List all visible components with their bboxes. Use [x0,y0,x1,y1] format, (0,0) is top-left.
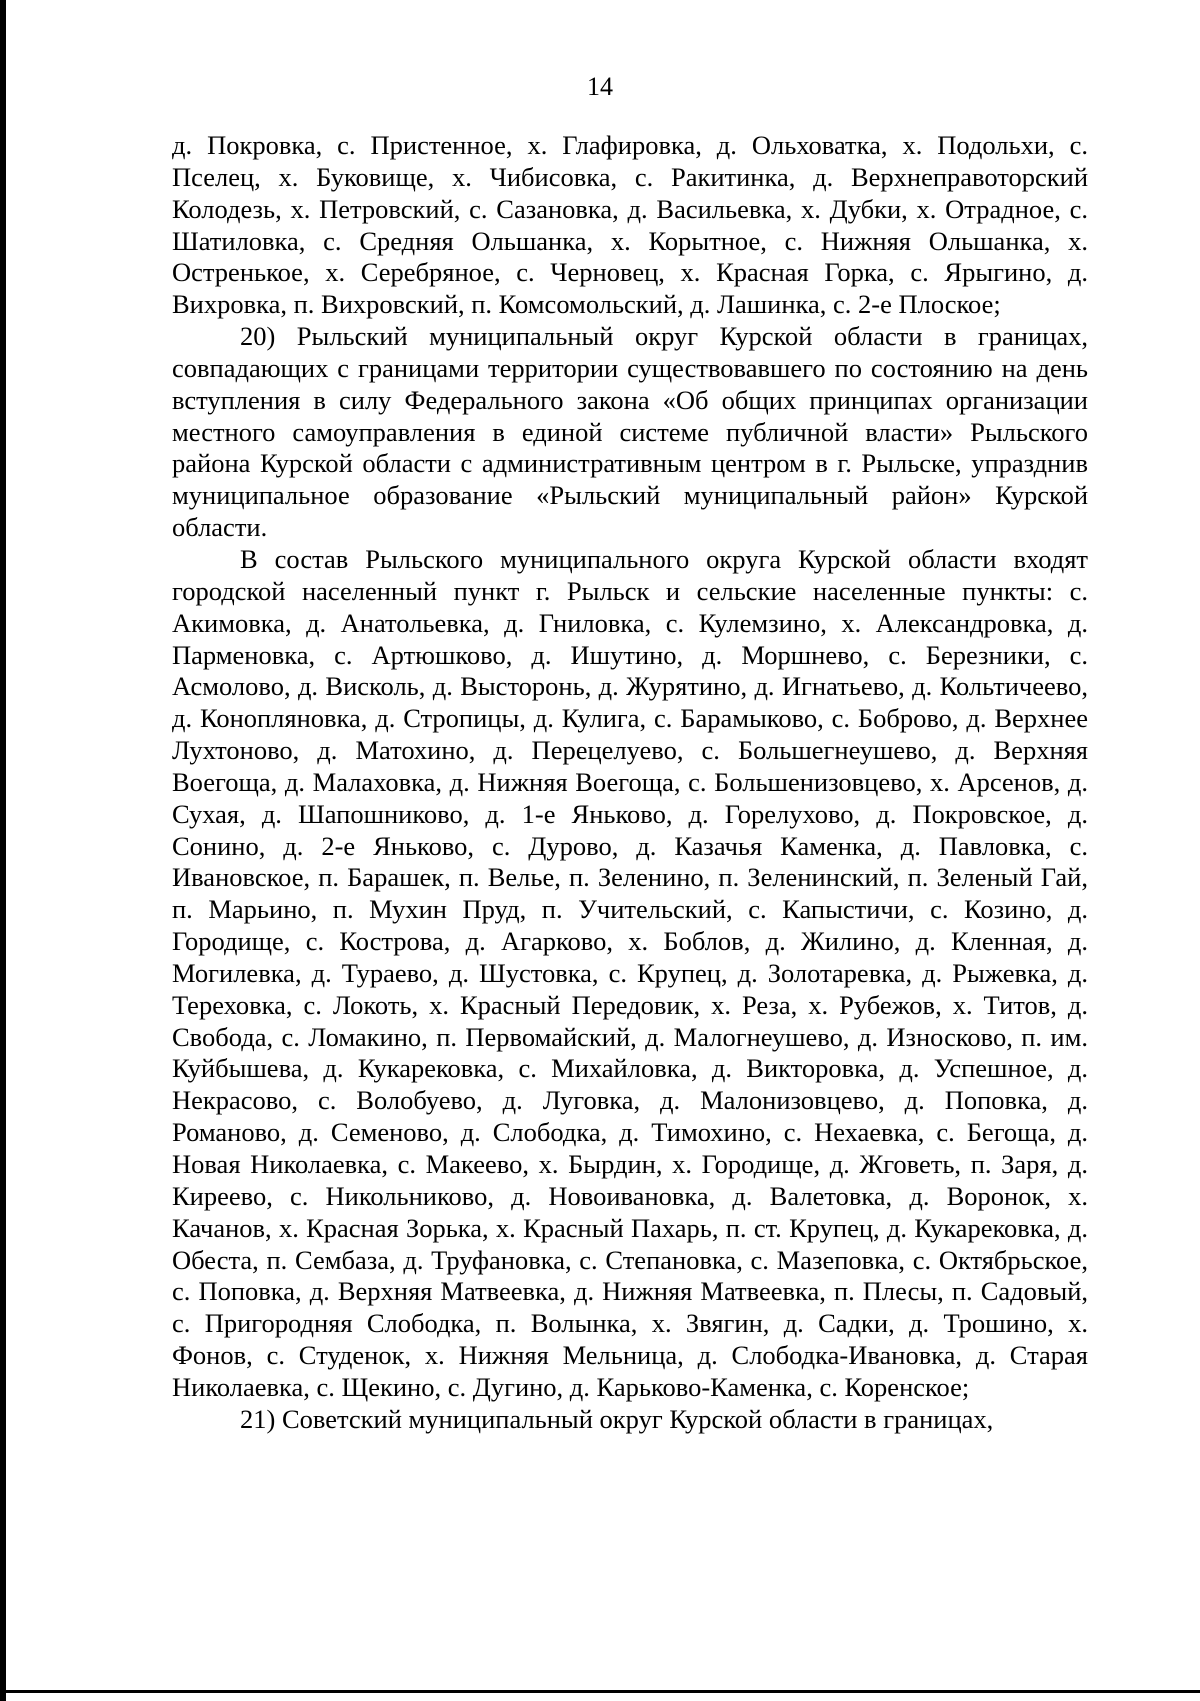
page-number: 14 [587,72,613,101]
paragraph-rylsk-settlements: В состав Рыльского муниципального округа Курской области входят городской населенный пункт г. Рыльск и сельские населенные пункты: с. Акимовка, д. Анатольевка, д. Гниловка, с. Кулемзино, х. Александровка, д. Парменовка, с. Артюшково, д. Ишутино, д. Моршнево, с. Березники, с. Асмолово, д. Висколь, д. Высторонь, д. Журятино, д. Игнатьево, д. Кольтичеево, д. Конопляновка, д. Стропицы, д. Кулига, с. Барамыково, с. Боброво, д. Верхнее Лухтоново, д. Матохино, д. Перецелуево, с. Большегнеушево, д. Верхняя Воегоща, д. Малаховка, д. Нижняя Воегоща, с. Большенизовцево, х. Арсенов, д. Сухая, д. Шапошниково, д. 1-е Яньково, д. Горелухово, д. Покровское, д. Сонино, д. 2-е Яньково, с. Дурово, д. Казачья Каменка, д. Павловка, с. Ивановское, п. Барашек, п. Велье, п. Зеленино, п. Зеленинский, п. Зеленый Гай, п. Марьино, п. Мухин Пруд, п. Учительский, с. Капыстичи, с. Козино, д. Городище, с. Кострова, д. Агарково, х. Боблов, д. Жилино, д. Кленная, д. Могилевка, д. Тураево, д. Шустовка, с. Крупец, д. Золотаревка, д. Рыжевка, д. Тереховка, с. Локоть, х. Красный Передовик, х. Реза, х. Рубежов, х. Титов, д. Свобода, с. Ломакино, п. Первомайский, д. Малогнеушево, д. Износково, п. им. Куйбышева, д. Кукарековка, с. Михайловка, д. Викторовка, д. Успешное, д. Некрасово, с. Волобуево, д. Луговка, д. Малонизовцево, д. Поповка, д. Романово, д. Семеново, д. Слободка, д. Тимохино, с. Нехаевка, с. Бегоща, д. Новая Николаевка, с. Макеево, х. Бырдин, х. Городище, д. Жговеть, п. Заря, д. Киреево, с. Никольниково, д. Новоивановка, д. Валетовка, д. Воронок, х. Качанов, х. Красная Зорька, х. Красный Пахарь, п. ст. Крупец, д. Кукарековка, д. Обеста, п. Сембаза, д. Труфановка, с. Степановка, с. Мазеповка, с. Октябрьское, с. Поповка, д. Верхняя Матвеевка, д. Нижняя Матвеевка, п. Плесы, п. Садовый, с. Пригородняя Слободка, п. Волынка, х. Звягин, д. Садки, д. Трошино, х. Фонов, с. Студенок, х. Нижняя Мельница, д. Слободка-Ивановка, д. Старая Николаевка, с. Щекино, с. Дугино, д. Карьково-Каменка, с. Коренское; [172,543,1088,1402]
scan-border-bottom [0,1690,1200,1693]
paragraph-item-21: 21) Советский муниципальный округ Курской области в границах, [240,1403,994,1434]
paragraph-settlements-continued: д. Покровка, с. Пристенное, х. Глафировка, д. Ольховатка, х. Подольхи, с. Пселец, х. Буковище, х. Чибисовка, с. Ракитинка, д. Верхнеправоторский Колодезь, х. Петровский, с. Сазановка, д. Васильевка, х. Дубки, х. Отрадное, с. Шатиловка, с. Средняя Ольшанка, х. Корытное, с. Нижняя Ольшанка, х. Остренькое, х. Серебряное, с. Черновец, х. Красная Горка, с. Ярыгино, д. Вихровка, п. Вихровский, п. Комсомольский, д. Лашинка, с. 2-е Плоское; [172,130,1088,320]
paragraph-item-20: 20) Рыльский муниципальный округ Курской области в границах, совпадающих с границами территории существовавшего по состоянию на день вступления в силу Федерального закона «Об общих принципах организации местного самоуправления в единой системе публичной власти» Рыльского района Курской области с административным центром в г. Рыльске, упразднив муниципальное образование «Рыльский муниципальный район» Курской области. [172,321,1088,543]
document-body [172,130,1088,1436]
scan-border-left [0,0,6,1701]
